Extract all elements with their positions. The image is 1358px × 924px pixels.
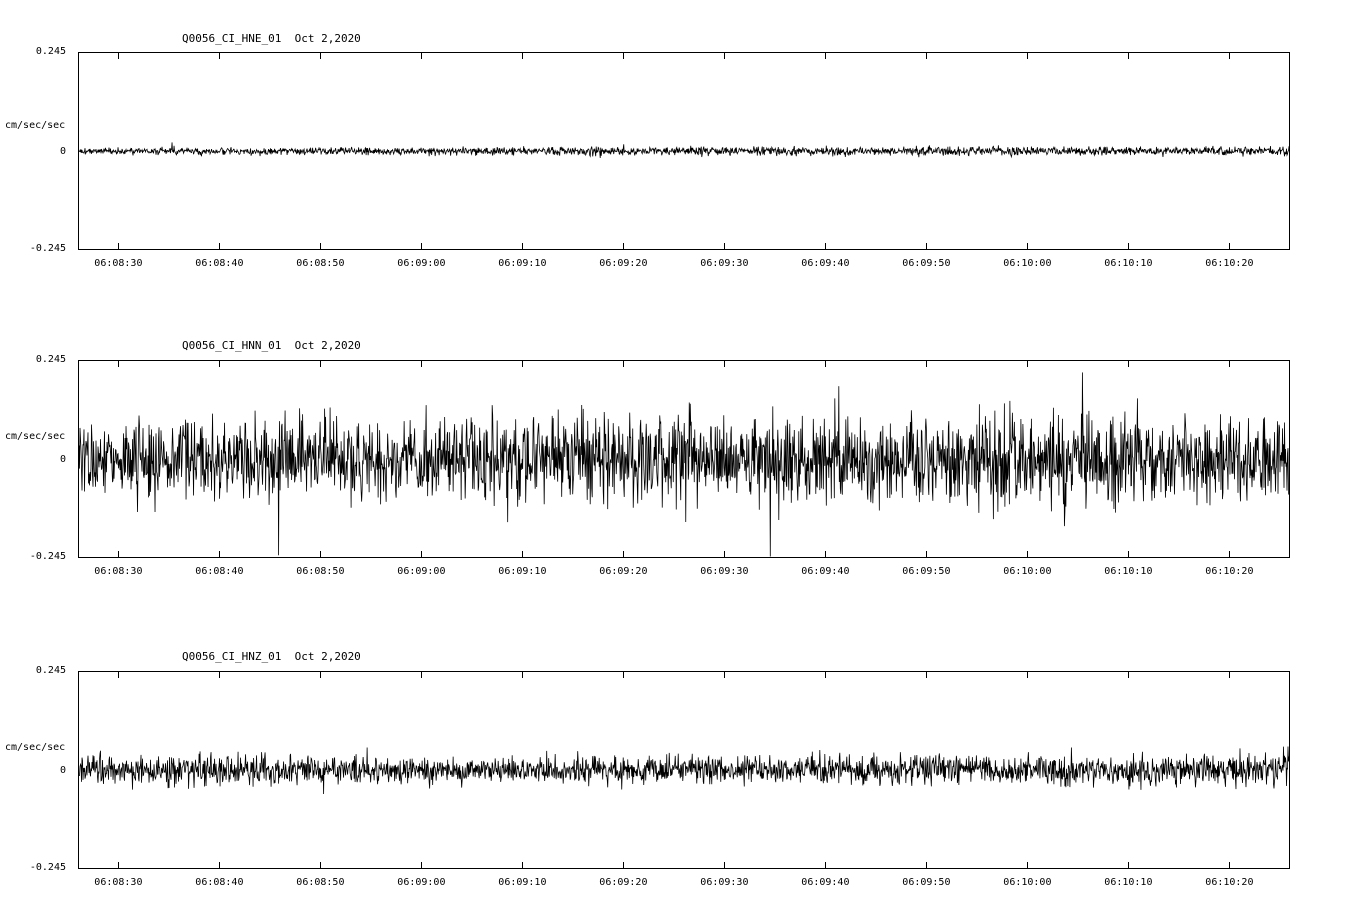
x-tick-mark xyxy=(421,672,422,678)
y-axis-label-hne: cm/sec/sec xyxy=(5,120,66,131)
x-tick-mark xyxy=(623,361,624,367)
x-tick-mark xyxy=(320,53,321,59)
x-tick-mark xyxy=(320,361,321,367)
x-tick-mark xyxy=(118,243,119,249)
y-tick-zero-hne: 0 xyxy=(59,146,66,157)
x-tick-mark xyxy=(522,862,523,868)
x-tick-label: 06:08:40 xyxy=(195,258,244,269)
waveform-trace-hnz xyxy=(79,672,1289,868)
x-tick-mark xyxy=(926,551,927,557)
x-tick-mark xyxy=(623,53,624,59)
x-tick-mark xyxy=(219,361,220,367)
x-tick-mark xyxy=(724,243,725,249)
x-tick-mark xyxy=(1128,361,1129,367)
x-tick-mark xyxy=(825,672,826,678)
y-tick-max-hne: 0.245 xyxy=(35,46,66,57)
x-tick-mark xyxy=(825,243,826,249)
x-tick-mark xyxy=(219,551,220,557)
waveform-trace-hne xyxy=(79,53,1289,249)
x-tick-mark xyxy=(219,862,220,868)
y-tick-min-hne: -0.245 xyxy=(29,243,66,254)
x-tick-label: 06:08:40 xyxy=(195,877,244,888)
x-tick-mark xyxy=(724,862,725,868)
x-tick-mark xyxy=(926,862,927,868)
x-tick-mark xyxy=(623,551,624,557)
x-tick-label: 06:10:20 xyxy=(1205,258,1254,269)
x-tick-label: 06:10:00 xyxy=(1003,877,1052,888)
x-tick-mark xyxy=(1027,243,1028,249)
x-tick-mark xyxy=(724,551,725,557)
y-tick-zero-hnz: 0 xyxy=(59,765,66,776)
x-tick-mark xyxy=(926,243,927,249)
x-tick-mark xyxy=(219,53,220,59)
y-axis-label-hnz: cm/sec/sec xyxy=(5,742,66,753)
y-tick-min-hnn: -0.245 xyxy=(29,551,66,562)
x-tick-label: 06:09:50 xyxy=(902,258,951,269)
x-tick-label: 06:09:50 xyxy=(902,566,951,577)
x-tick-mark xyxy=(623,862,624,868)
waveform-trace-hnn xyxy=(79,361,1289,557)
x-tick-mark xyxy=(1027,862,1028,868)
x-tick-mark xyxy=(1229,672,1230,678)
x-tick-mark xyxy=(118,551,119,557)
x-tick-label: 06:09:40 xyxy=(801,566,850,577)
x-tick-mark xyxy=(1027,551,1028,557)
x-tick-mark xyxy=(724,361,725,367)
x-tick-mark xyxy=(623,672,624,678)
x-tick-label: 06:09:10 xyxy=(498,877,547,888)
x-tick-label: 06:10:20 xyxy=(1205,566,1254,577)
x-tick-label: 06:09:20 xyxy=(599,566,648,577)
x-tick-mark xyxy=(118,53,119,59)
y-tick-max-hnn: 0.245 xyxy=(35,354,66,365)
x-tick-label: 06:08:50 xyxy=(296,258,345,269)
x-tick-label: 06:10:00 xyxy=(1003,566,1052,577)
x-tick-mark xyxy=(118,361,119,367)
x-tick-label: 06:10:10 xyxy=(1104,258,1153,269)
x-tick-mark xyxy=(320,862,321,868)
x-tick-mark xyxy=(421,361,422,367)
x-tick-mark xyxy=(1128,551,1129,557)
x-tick-mark xyxy=(1229,551,1230,557)
x-tick-label: 06:09:30 xyxy=(700,566,749,577)
x-tick-mark xyxy=(825,53,826,59)
x-tick-mark xyxy=(724,53,725,59)
x-tick-mark xyxy=(623,243,624,249)
waveform-path xyxy=(79,142,1289,158)
x-tick-label: 06:09:30 xyxy=(700,877,749,888)
x-tick-mark xyxy=(421,862,422,868)
x-tick-mark xyxy=(320,243,321,249)
x-tick-label: 06:09:20 xyxy=(599,258,648,269)
x-tick-label: 06:09:00 xyxy=(397,877,446,888)
x-tick-mark xyxy=(1128,243,1129,249)
x-tick-label: 06:08:50 xyxy=(296,877,345,888)
x-tick-mark xyxy=(219,672,220,678)
x-tick-label: 06:09:10 xyxy=(498,566,547,577)
x-tick-label: 06:08:40 xyxy=(195,566,244,577)
chart-title-hne: Q0056_CI_HNE_01 Oct 2,2020 xyxy=(182,32,361,45)
x-tick-mark xyxy=(1229,361,1230,367)
waveform-path xyxy=(79,372,1289,556)
x-tick-mark xyxy=(825,551,826,557)
y-tick-min-hnz: -0.245 xyxy=(29,862,66,873)
x-tick-label: 06:09:30 xyxy=(700,258,749,269)
chart-panel-hnz xyxy=(0,608,1358,918)
x-tick-label: 06:09:20 xyxy=(599,877,648,888)
x-tick-mark xyxy=(219,243,220,249)
x-tick-mark xyxy=(926,53,927,59)
x-tick-label: 06:10:20 xyxy=(1205,877,1254,888)
x-tick-label: 06:08:30 xyxy=(94,877,143,888)
x-tick-mark xyxy=(118,862,119,868)
x-tick-mark xyxy=(522,243,523,249)
x-tick-mark xyxy=(825,361,826,367)
x-tick-mark xyxy=(1128,672,1129,678)
x-tick-mark xyxy=(1027,53,1028,59)
plot-area-hne xyxy=(78,52,1290,250)
x-tick-label: 06:10:10 xyxy=(1104,566,1153,577)
x-tick-mark xyxy=(421,243,422,249)
x-tick-mark xyxy=(320,551,321,557)
x-tick-mark xyxy=(522,361,523,367)
x-tick-label: 06:08:30 xyxy=(94,258,143,269)
x-tick-mark xyxy=(1128,53,1129,59)
y-axis-label-hnn: cm/sec/sec xyxy=(5,431,66,442)
x-tick-mark xyxy=(421,53,422,59)
x-tick-label: 06:08:50 xyxy=(296,566,345,577)
x-tick-label: 06:08:30 xyxy=(94,566,143,577)
y-tick-zero-hnn: 0 xyxy=(59,454,66,465)
x-tick-mark xyxy=(1128,862,1129,868)
x-tick-label: 06:09:40 xyxy=(801,258,850,269)
x-tick-mark xyxy=(926,672,927,678)
x-tick-label: 06:09:00 xyxy=(397,258,446,269)
chart-panel-hnn xyxy=(0,305,1358,605)
x-tick-label: 06:09:00 xyxy=(397,566,446,577)
plot-area-hnn xyxy=(78,360,1290,558)
x-tick-mark xyxy=(522,672,523,678)
x-tick-mark xyxy=(1229,862,1230,868)
x-tick-label: 06:09:10 xyxy=(498,258,547,269)
x-tick-mark xyxy=(1027,672,1028,678)
x-tick-label: 06:09:50 xyxy=(902,877,951,888)
chart-panel-hne xyxy=(0,0,1358,300)
x-tick-mark xyxy=(825,862,826,868)
x-tick-mark xyxy=(118,672,119,678)
x-tick-mark xyxy=(724,672,725,678)
x-tick-label: 06:10:10 xyxy=(1104,877,1153,888)
chart-title-hnn: Q0056_CI_HNN_01 Oct 2,2020 xyxy=(182,339,361,352)
x-tick-mark xyxy=(1229,243,1230,249)
waveform-path xyxy=(79,746,1289,794)
x-tick-mark xyxy=(320,672,321,678)
plot-area-hnz xyxy=(78,671,1290,869)
x-tick-label: 06:09:40 xyxy=(801,877,850,888)
y-tick-max-hnz: 0.245 xyxy=(35,665,66,676)
x-tick-mark xyxy=(1229,53,1230,59)
x-tick-label: 06:10:00 xyxy=(1003,258,1052,269)
x-tick-mark xyxy=(522,53,523,59)
x-tick-mark xyxy=(926,361,927,367)
x-tick-mark xyxy=(1027,361,1028,367)
chart-title-hnz: Q0056_CI_HNZ_01 Oct 2,2020 xyxy=(182,650,361,663)
x-tick-mark xyxy=(421,551,422,557)
x-tick-mark xyxy=(522,551,523,557)
